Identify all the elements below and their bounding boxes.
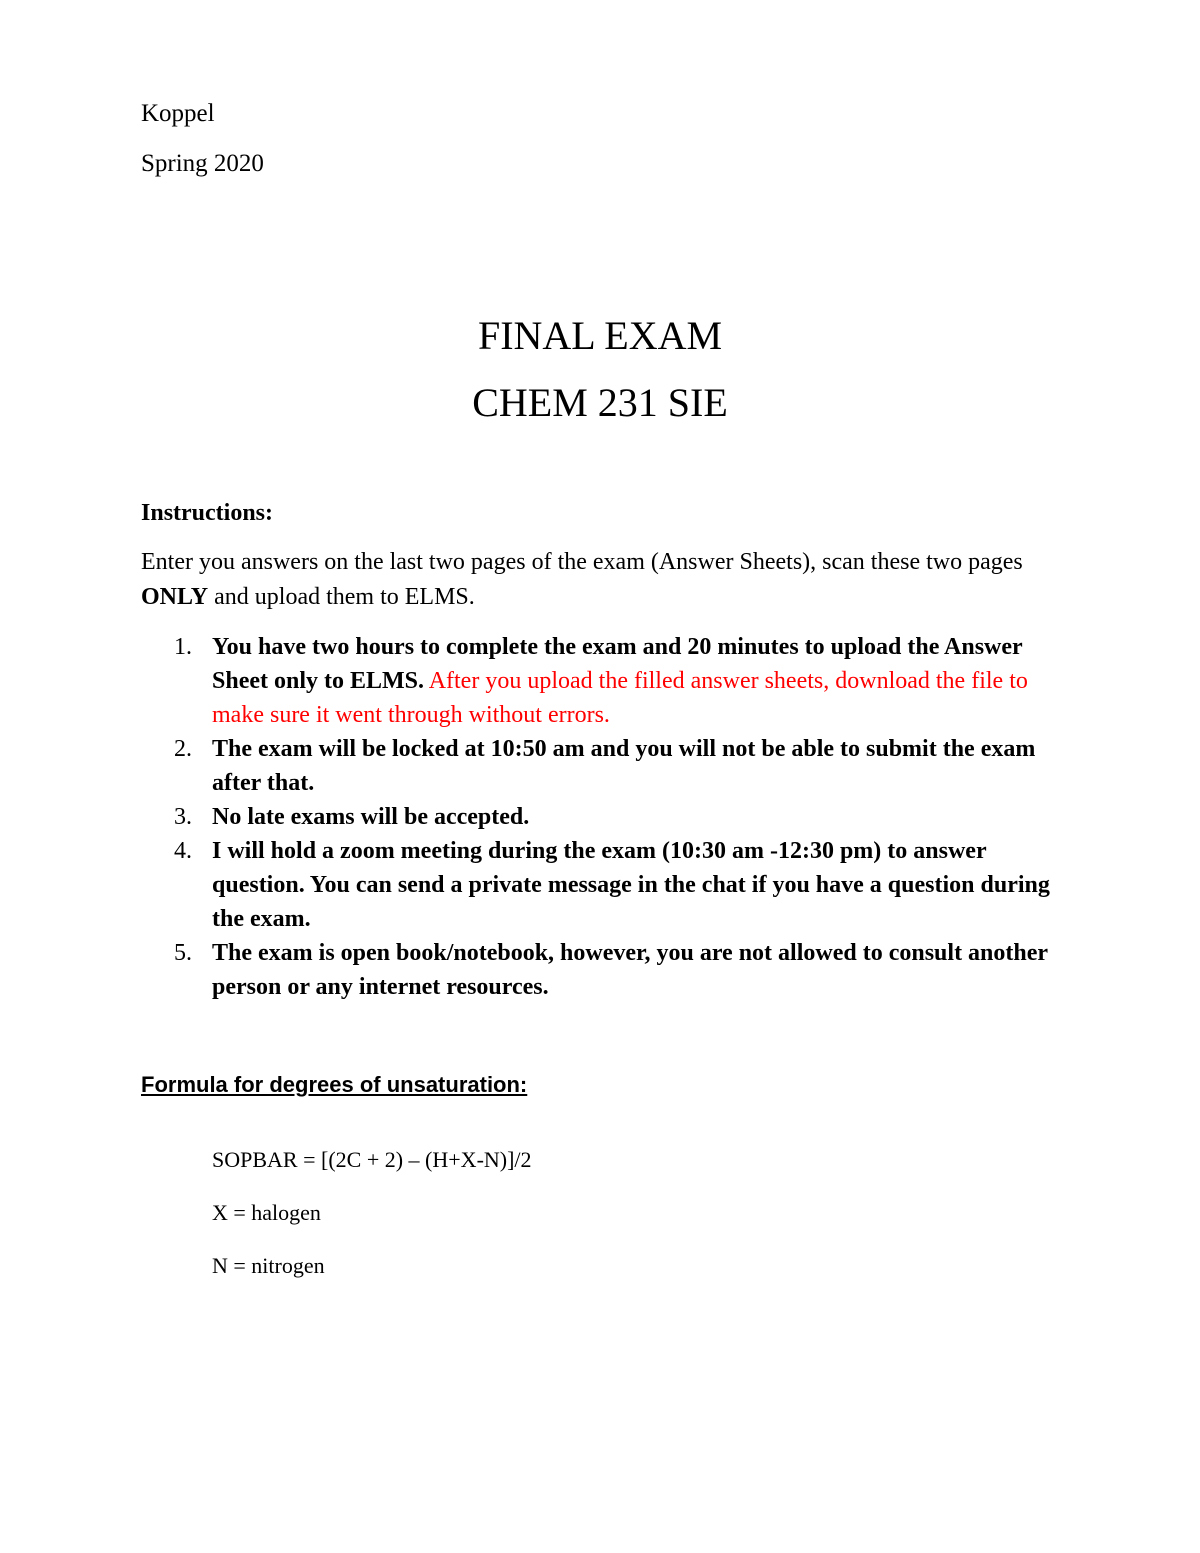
term-label: Spring 2020 bbox=[141, 150, 264, 177]
intro-text-part2: and upload them to ELMS. bbox=[208, 584, 475, 610]
exam-title: FINAL EXAM bbox=[477, 313, 723, 358]
list-item-number: 3. bbox=[174, 804, 192, 830]
list-item-text: I will hold a zoom meeting during the exam (10:30 am -12:30 pm) to answer question. You can send a private message in the chat if you have a question during the exam. bbox=[212, 838, 1050, 932]
list-item bbox=[141, 936, 1081, 1004]
list-item-text: You have two hours to complete the exam and 20 minutes to upload the Answer Sheet only to ELMS. bbox=[212, 634, 1023, 694]
course-code: CHEM 231 SIE bbox=[472, 380, 728, 425]
list-item-number: 5. bbox=[174, 940, 192, 966]
list-item-warning: After you upload the filled answer sheets, download the file to make sure it went through without errors. bbox=[212, 668, 1028, 728]
formula-equation: SOPBAR = [(2C + 2) – (H+X-N)]/2 bbox=[212, 1147, 532, 1172]
author-name: Koppel bbox=[141, 100, 215, 127]
list-item bbox=[141, 630, 1081, 732]
list-item-number: 1. bbox=[174, 634, 192, 660]
formula-heading: Formula for degrees of unsaturation: bbox=[141, 1072, 528, 1097]
instructions-list bbox=[141, 630, 1081, 1004]
list-item-number: 2. bbox=[174, 736, 192, 762]
list-item-text: The exam will be locked at 10:50 am and you will not be able to submit the exam after that. bbox=[212, 736, 1036, 796]
list-item bbox=[141, 800, 1081, 834]
list-item bbox=[141, 732, 1081, 800]
list-item-text: The exam is open book/notebook, however, you are not allowed to consult another person or any internet resources. bbox=[212, 940, 1048, 1000]
instructions-heading: Instructions: bbox=[141, 500, 274, 526]
formula-nitrogen-definition: N = nitrogen bbox=[212, 1253, 325, 1278]
intro-emphasis: ONLY bbox=[141, 584, 209, 610]
list-item bbox=[141, 834, 1081, 936]
formula-halogen-definition: X = halogen bbox=[212, 1200, 321, 1225]
list-item-number: 4. bbox=[174, 838, 192, 864]
list-item-text: No late exams will be accepted. bbox=[212, 804, 530, 830]
instructions-intro bbox=[141, 545, 1061, 615]
intro-text-part1: Enter you answers on the last two pages of the exam (Answer Sheets), scan these two pages bbox=[141, 549, 1023, 575]
